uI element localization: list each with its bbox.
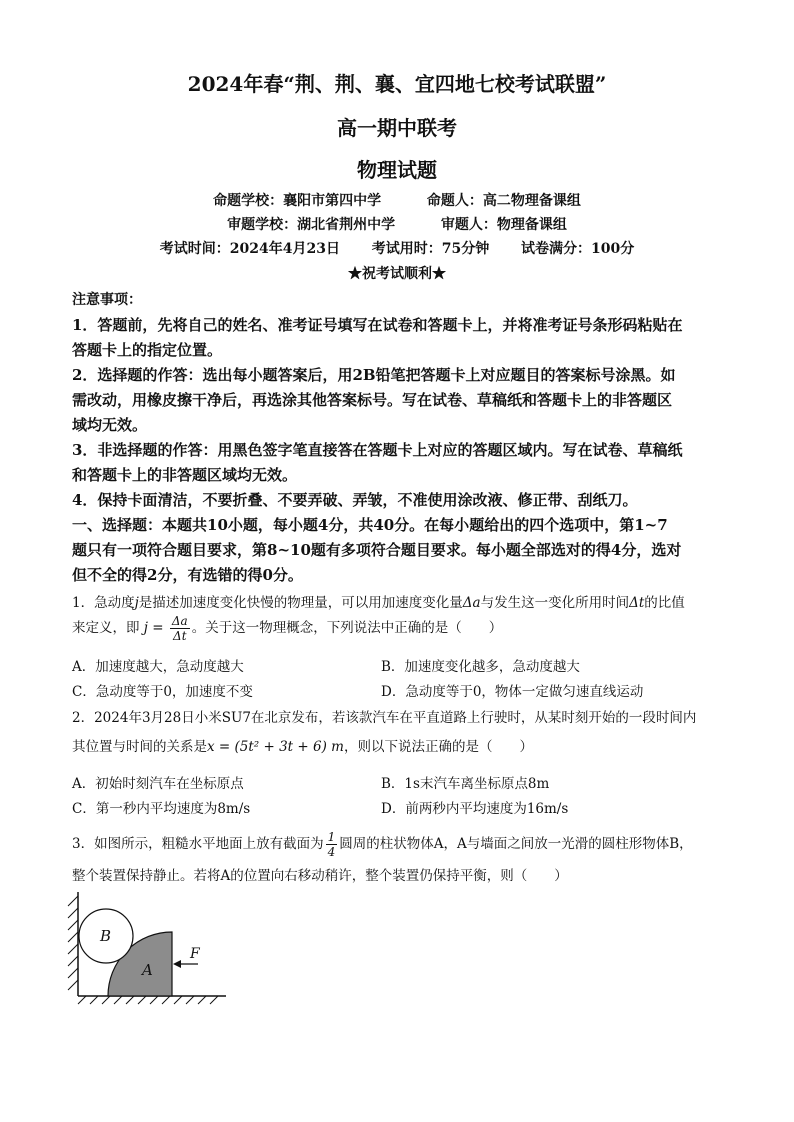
reviewer-school: 审题学校：湖北省荆州中学 [227,217,396,233]
question-1-stem-2: 来定义，即 j = $\frac{\Delta a}{\Delta t}$ 。关于这一物理概念，下列说法中正确的是（ ） [72,614,503,643]
notes-line: 需改动，用橡皮擦干净后，再选涂其他答案标号。写在试卷、草稿纸和答题卡上的非答题区 [72,391,673,409]
math-symbol: Δa [462,595,481,611]
question-2-stem: 2．2024年3月28日小米SU7在北京发布，若该款汽车在平直道路上行驶时，从某时刻开始的一段时间内 [72,710,697,726]
question-3-stem: 3．如图所示，粗糙水平地面上放有截面为 $\frac{1}{4}$ 圆周的柱状物体A，A与墙面之间放一光滑的圆柱形物体B， [72,830,693,859]
section-instructions: 题只有一项符合题目要求，第8~10题有多项符合题目要求。每小题全部选对的得4分，选对 [72,541,682,559]
fraction: $\frac{1}{4}$ [327,830,336,859]
notes-line: 3．非选择题的作答：用黑色签字笔直接答在答题卡上对应的答题区域内。写在试卷、草稿纸 [72,441,683,459]
notes-line: 4．保持卡面清洁，不要折叠、不要弄破、弄皱，不准使用涂改液、修正带、刮纸刀。 [72,491,638,509]
wall-hatching [68,896,78,990]
arrow-head-icon [173,960,181,968]
math-symbol: j [134,595,139,611]
option-d: D．前两秒内平均速度为16m/s [381,801,569,817]
meta-row-1 [0,190,794,210]
question-3-figure [66,888,246,1008]
exam-duration: 考试用时：75分钟 [371,241,490,257]
meta-row-3 [0,238,794,258]
option-a: A．加速度越大，急动度越大 [72,659,244,675]
setter-school: 命题学校：襄阳市第四中学 [213,193,382,209]
formula: j = [143,620,164,636]
math-symbol: Δt [629,595,645,611]
label-f: F [190,946,200,962]
option-c: C．急动度等于0，加速度不变 [72,684,253,700]
label-a: A [142,961,153,979]
subject-title: 物理试题 [357,158,437,182]
question-1-stem: 1．急动度j是描述加速度变化快慢的物理量，可以用加速度变化量Δa与发生这一变化所用时间Δt的比值 [72,595,685,611]
exam-full-score: 试卷满分：100分 [520,241,635,257]
option-b: B．1s末汽车离坐标原点8m [381,776,550,792]
label-b: B [100,927,112,945]
formula: x = (5t² + 3t + 6) m [207,739,344,755]
exam-title: 2024年春“荆、荆、襄、宜四地七校考试联盟” [187,72,607,96]
exam-date: 考试时间：2024年4月23日 [159,241,340,257]
section-instructions: 但不全的得2分，有选错的得0分。 [72,566,303,584]
notes-line: 1．答题前，先将自己的姓名、准考证号填写在试卷和答题卡上，并将准考证号条形码粘贴在 [72,316,683,334]
setter-person: 命题人：高二物理备课组 [426,193,581,209]
section-instructions: 一、选择题：本题共10小题，每小题4分，共40分。在每小题给出的四个选项中，第1~7 [72,516,668,534]
notes-line: 和答题卡上的非答题区域均无效。 [72,466,298,484]
notes-heading: 注意事项： [72,292,142,308]
reviewer-person: 审题人：物理备课组 [440,217,567,233]
exam-subtitle: 高一期中联考 [337,116,457,140]
ground-hatching [78,996,218,1004]
fraction: $\frac{\Delta a}{\Delta t}$ [171,614,188,643]
meta-row-2 [0,214,794,234]
question-3-stem-2: 整个装置保持静止。若将A的位置向右移动稍许，整个装置仍保持平衡，则（ ） [72,868,568,884]
good-luck-line: ★祝考试顺利★ [348,266,446,282]
option-c: C．第一秒内平均速度为8m/s [72,801,251,817]
option-a: A．初始时刻汽车在坐标原点 [72,776,244,792]
notes-line: 域均无效。 [72,416,148,434]
question-2-stem-2: 其位置与时间的关系是x = (5t² + 3t + 6) m，则以下说法正确的是（ ） [72,739,533,755]
notes-line: 答题卡上的指定位置。 [72,341,223,359]
option-d: D．急动度等于0，物体一定做匀速直线运动 [381,684,644,700]
option-b: B．加速度变化越多，急动度越大 [381,659,580,675]
notes-line: 2．选择题的作答：选出每小题答案后，用2B铅笔把答题卡上对应题目的答案标号涂黑。如 [72,366,676,384]
